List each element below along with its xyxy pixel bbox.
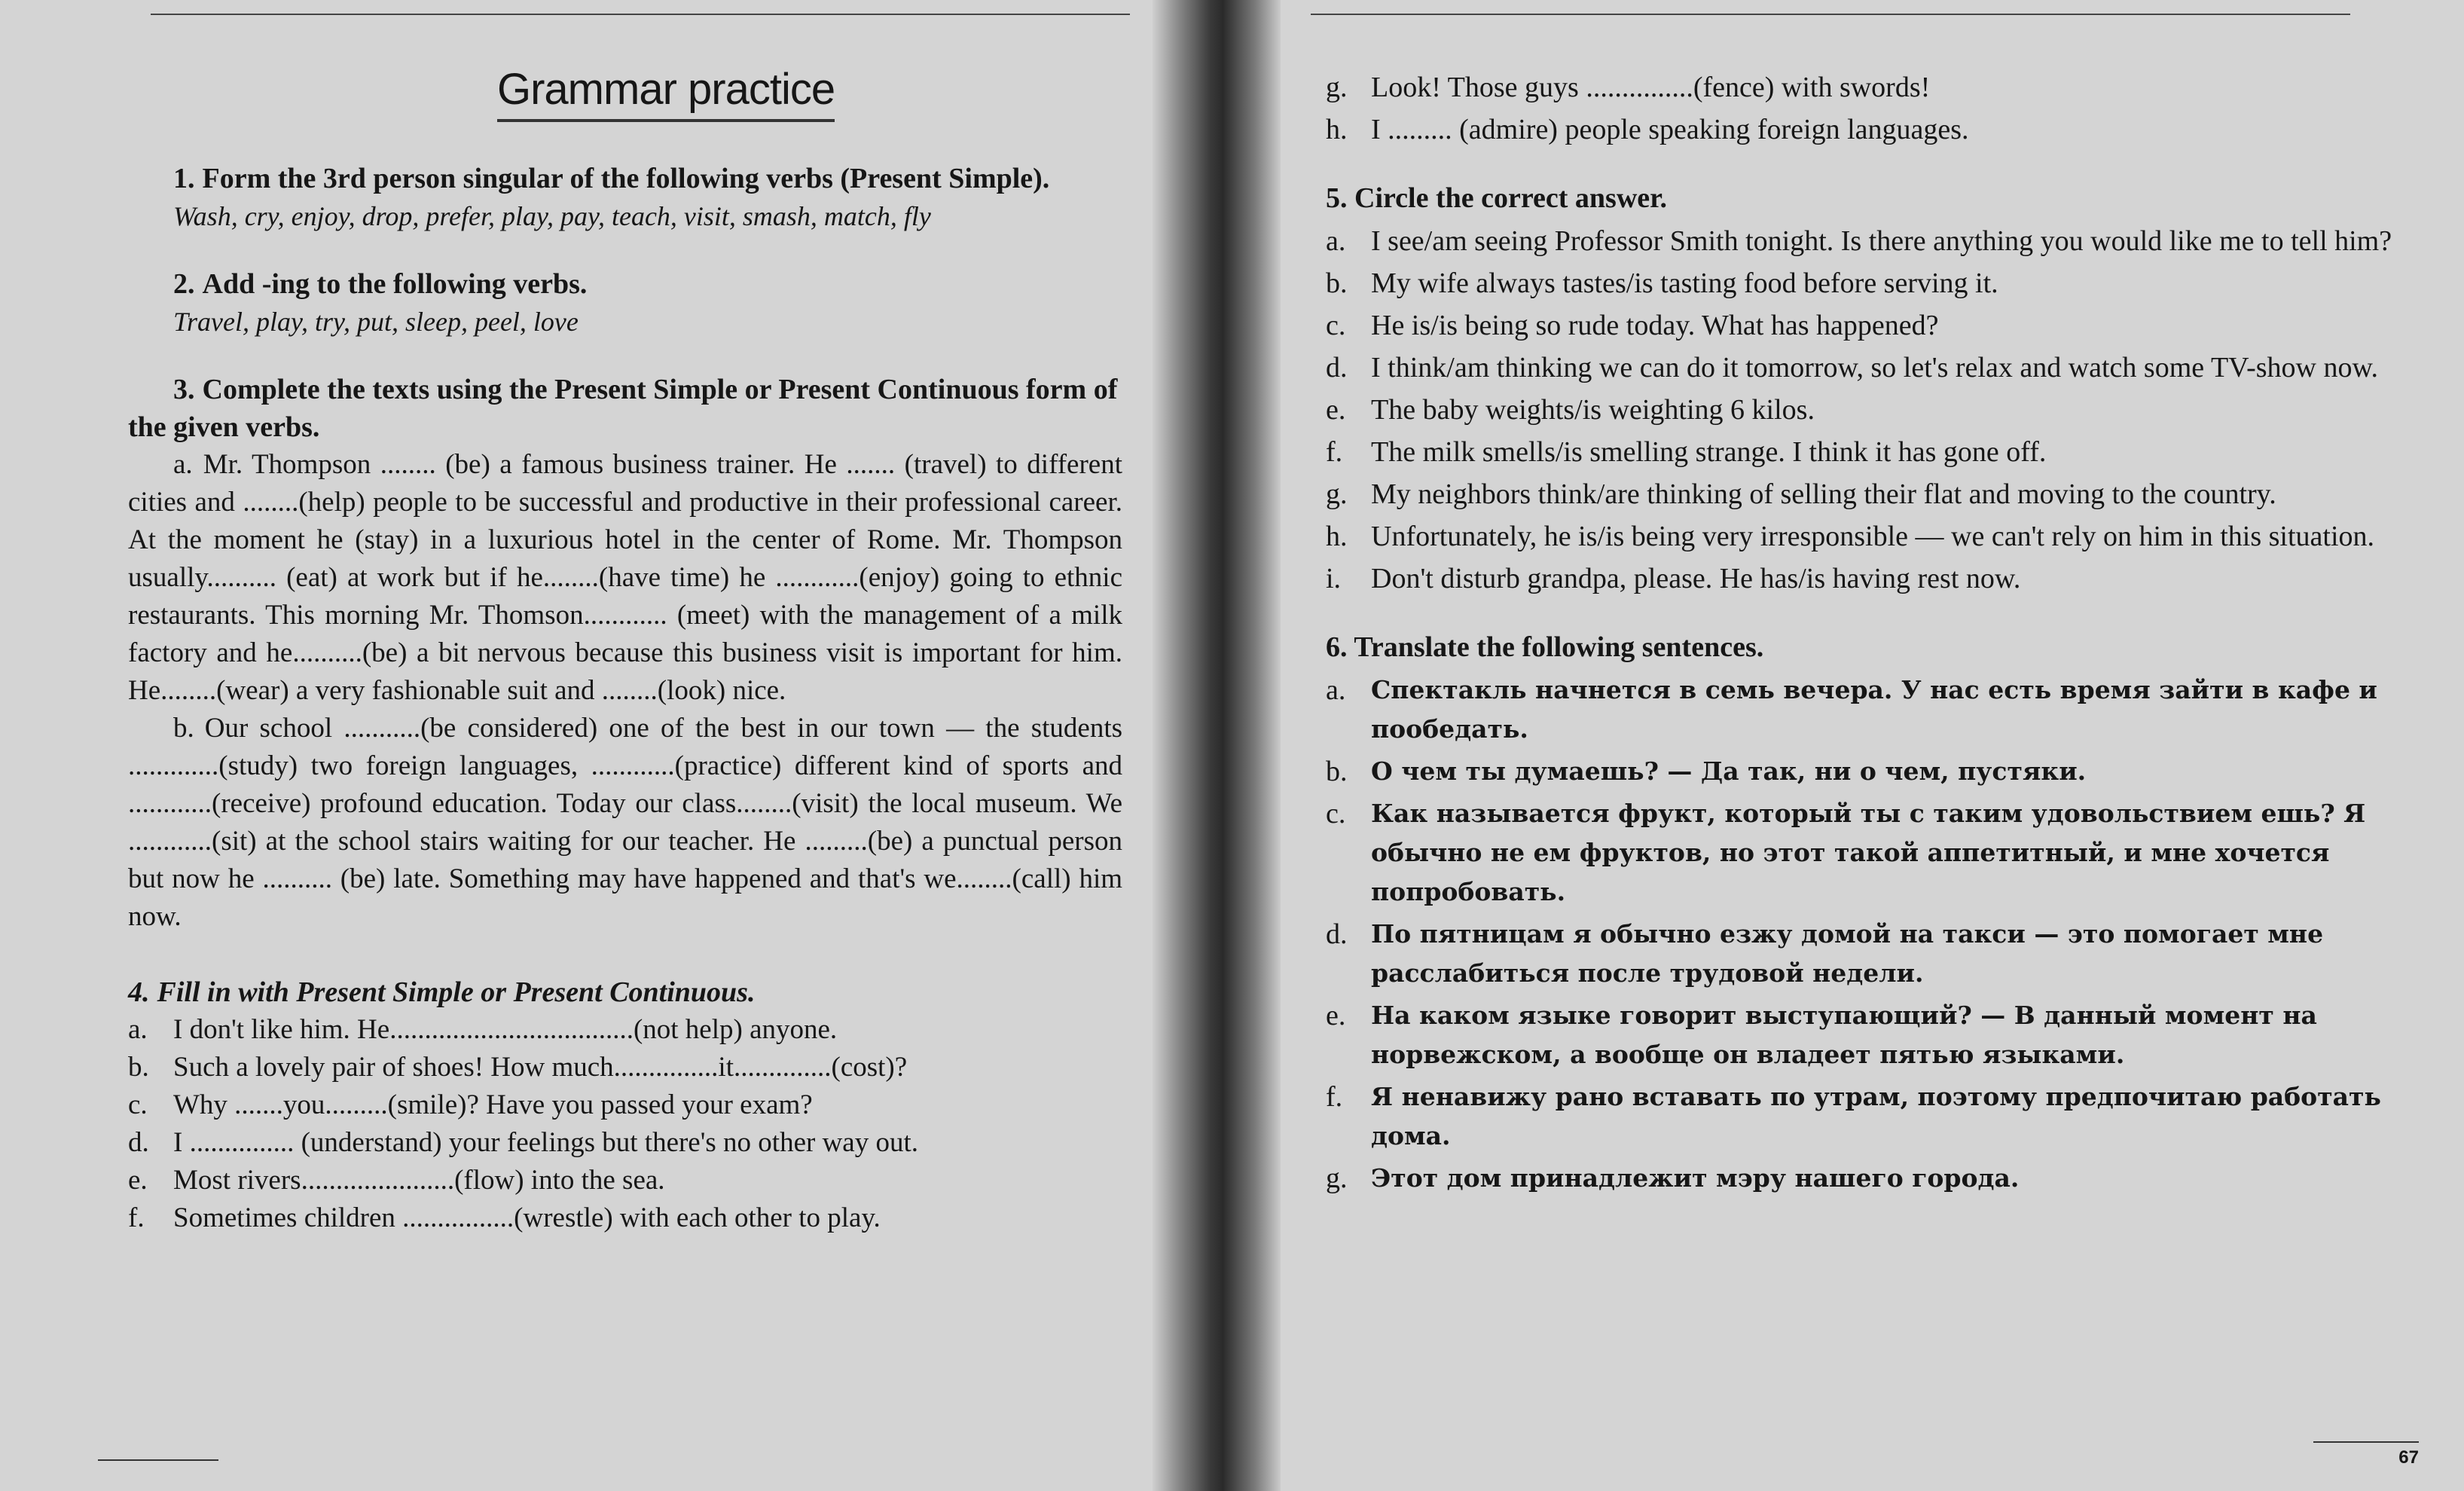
item-label: c. xyxy=(1326,798,1346,830)
verb-list: Travel, play, try, put, sleep, peel, love xyxy=(173,307,579,337)
item-label: a. xyxy=(1326,225,1346,257)
item-label: e. xyxy=(128,1165,148,1196)
item-label: a. xyxy=(128,1014,148,1045)
item-text: I ......... (admire) people speaking foreign languages. xyxy=(1371,114,1969,145)
list-item xyxy=(1326,432,2404,472)
text-b-body: Our school ...........(be considered) one of the best in our town — the students .............(study) two foreign languages, ............(practice) different kind of sports and ............(receive) profound education. Today our class........(visit) the local museum. We ............(sit) at the school stairs waiting for our teacher. He .........(be) a punctual person but now he .......... (be) late. Something may have happened and that's we........(call) him now. xyxy=(128,713,1122,932)
page-title: Grammar practice xyxy=(497,64,835,122)
item-text: The milk smells/is smelling strange. I think it has gone off. xyxy=(1371,436,2047,468)
item-text: I think/am thinking we can do it tomorrow, so let's relax and watch some TV-show now. xyxy=(1371,352,2378,383)
list-item xyxy=(128,1199,1122,1237)
item-text: Этот дом принадлежит мэру нашего города. xyxy=(1371,1163,2020,1193)
item-label: f. xyxy=(128,1202,145,1233)
item-text: На каком языке говорит выступающий? — В данный момент на норвежском, а вообще он владеет пятью языками. xyxy=(1371,1001,2317,1069)
item-label: d. xyxy=(128,1127,149,1158)
list-item xyxy=(1326,306,2404,345)
list-item xyxy=(128,1124,1122,1162)
task-5 xyxy=(1326,179,2404,598)
page-number: 67 xyxy=(2313,1441,2419,1468)
top-rule xyxy=(151,14,1130,15)
task-number: 4. xyxy=(128,976,150,1008)
list-item xyxy=(1326,68,2404,107)
item-text: I ............... (understand) your feelings but there's no other way out. xyxy=(173,1127,918,1158)
item-label: c. xyxy=(1326,310,1346,341)
item-text: По пятницам я обычно езжу домой на такси — это помогает мне расслабиться после трудовой недели. xyxy=(1371,919,2324,988)
item-label: i. xyxy=(1326,563,1342,594)
item-label: b. xyxy=(128,1052,149,1083)
list-item xyxy=(1326,264,2404,303)
item-text: He is/is being so rude today. What has happened? xyxy=(1371,310,1939,341)
list-item xyxy=(1326,348,2404,387)
list-item xyxy=(1326,559,2404,598)
list-item xyxy=(1326,794,2404,912)
item-text: Как называется фрукт, который ты с таким удовольствием ешь? Я обычно не ем фруктов, но этот такой аппетитный, и мне хочется попробовать. xyxy=(1371,799,2366,906)
list-item xyxy=(128,1011,1122,1049)
item-label: b. xyxy=(173,713,194,744)
item-label: a. xyxy=(173,449,193,480)
text-a xyxy=(128,446,1122,710)
list-item xyxy=(1326,110,2404,149)
list-item xyxy=(1326,915,2404,993)
top-rule xyxy=(1311,14,2350,15)
bottom-rule xyxy=(98,1459,218,1461)
list-item xyxy=(1326,996,2404,1074)
item-text: My wife always tastes/is tasting food before serving it. xyxy=(1371,267,1998,299)
item-text: I see/am seeing Professor Smith tonight. Is there anything you would like me to tell him? xyxy=(1371,225,2392,257)
item-text: Look! Those guys ...............(fence) with swords! xyxy=(1371,72,1931,103)
item-text: Я ненавижу рано вставать по утрам, поэтому предпочитаю работать дома. xyxy=(1371,1082,2381,1150)
task-1 xyxy=(128,160,1122,235)
item-label: g. xyxy=(1326,478,1348,510)
list-item xyxy=(128,1049,1122,1086)
task-3-heading xyxy=(128,371,1122,446)
item-text: Unfortunately, he is/is being very irresponsible — we can't rely on him in this situation. xyxy=(1371,521,2375,552)
task-6 xyxy=(1326,628,2404,1198)
item-label: a. xyxy=(1326,674,1346,706)
task-4-continued xyxy=(1326,68,2404,149)
item-text: Such a lovely pair of shoes! How much...............it..............(cost)? xyxy=(173,1052,908,1083)
item-text: Why .......you.........(smile)? Have you passed your exam? xyxy=(173,1089,813,1120)
list-item xyxy=(1326,475,2404,514)
list-item xyxy=(1326,1077,2404,1156)
item-label: e. xyxy=(1326,1000,1346,1031)
item-label: b. xyxy=(1326,756,1348,787)
item-label: f. xyxy=(1326,1081,1343,1113)
text-a-body: Mr. Thompson ........ (be) a famous business trainer. He ....... (travel) to different cities and ........(help) people to be successful and productive in their professional career. At the moment he (stay) in a luxurious hotel in the center of Rome. Mr. Thompson usually.......... (eat) at work but if he........(have time) he ............(enjoy) going to ethnic restaurants. This morning Mr. Thomson............ (meet) with the management of a milk factory and he..........(be) a bit nervous because this business visit is important for him. He........(wear) a very fashionable suit and ........(look) nice. xyxy=(128,449,1122,706)
left-page xyxy=(0,0,1153,1491)
task-number: 1. xyxy=(173,163,195,194)
item-text: My neighbors think/are thinking of selling their flat and moving to the country. xyxy=(1371,478,2276,510)
item-text: Don't disturb grandpa, please. He has/is having rest now. xyxy=(1371,563,2021,594)
task-instruction: Complete the texts using the Present Simple or Present Continuous form of the given verbs. xyxy=(128,374,1118,443)
item-label: d. xyxy=(1326,352,1348,383)
list-item xyxy=(1326,671,2404,749)
item-label: f. xyxy=(1326,436,1343,468)
task-2 xyxy=(128,265,1122,341)
item-text: Most rivers......................(flow) into the sea. xyxy=(173,1165,665,1196)
item-label: d. xyxy=(1326,918,1348,950)
list-item xyxy=(1326,1159,2404,1198)
list-item xyxy=(1326,517,2404,556)
task-number: 3. xyxy=(173,374,195,405)
list-item xyxy=(1326,222,2404,261)
list-item xyxy=(128,1162,1122,1199)
task-3 xyxy=(128,371,1122,936)
task-4-heading xyxy=(128,973,1122,1011)
list-item xyxy=(128,1086,1122,1124)
text-b xyxy=(128,710,1122,936)
item-text: Sometimes children ................(wrestle) with each other to play. xyxy=(173,1202,881,1233)
item-text: The baby weights/is weighting 6 kilos. xyxy=(1371,394,1815,426)
task-1-heading xyxy=(128,160,1122,197)
item-label: h. xyxy=(1326,521,1348,552)
list-item xyxy=(1326,752,2404,791)
item-text: О чем ты думаешь? — Да так, ни о чем, пустяки. xyxy=(1371,756,2087,786)
task-instruction: Fill in with Present Simple or Present Continuous. xyxy=(157,976,756,1008)
item-text: Спектакль начнется в семь вечера. У нас есть время зайти в кафе и пообедать. xyxy=(1371,675,2377,744)
task-4 xyxy=(128,973,1122,1237)
right-page xyxy=(1281,0,2464,1491)
item-label: c. xyxy=(128,1089,148,1120)
verb-list: Wash, cry, enjoy, drop, prefer, play, pay, teach, visit, smash, match, fly xyxy=(173,201,931,231)
task-4-items xyxy=(128,1011,1122,1237)
item-text: I don't like him. He...................................(not help) anyone. xyxy=(173,1014,838,1045)
item-label: g. xyxy=(1326,72,1348,103)
task-number: 2. xyxy=(173,268,195,300)
task-5-heading: 5. Circle the correct answer. xyxy=(1326,182,1668,214)
item-label: g. xyxy=(1326,1163,1348,1194)
item-label: h. xyxy=(1326,114,1348,145)
list-item xyxy=(1326,390,2404,429)
task-6-heading: 6. Translate the following sentences. xyxy=(1326,631,1764,663)
task-instruction: Add -ing to the following verbs. xyxy=(202,268,588,300)
task-2-heading xyxy=(128,265,1122,303)
item-label: e. xyxy=(1326,394,1346,426)
task-instruction: Form the 3rd person singular of the following verbs (Present Simple). xyxy=(202,163,1050,194)
book-gutter xyxy=(1153,0,1281,1491)
item-label: b. xyxy=(1326,267,1348,299)
